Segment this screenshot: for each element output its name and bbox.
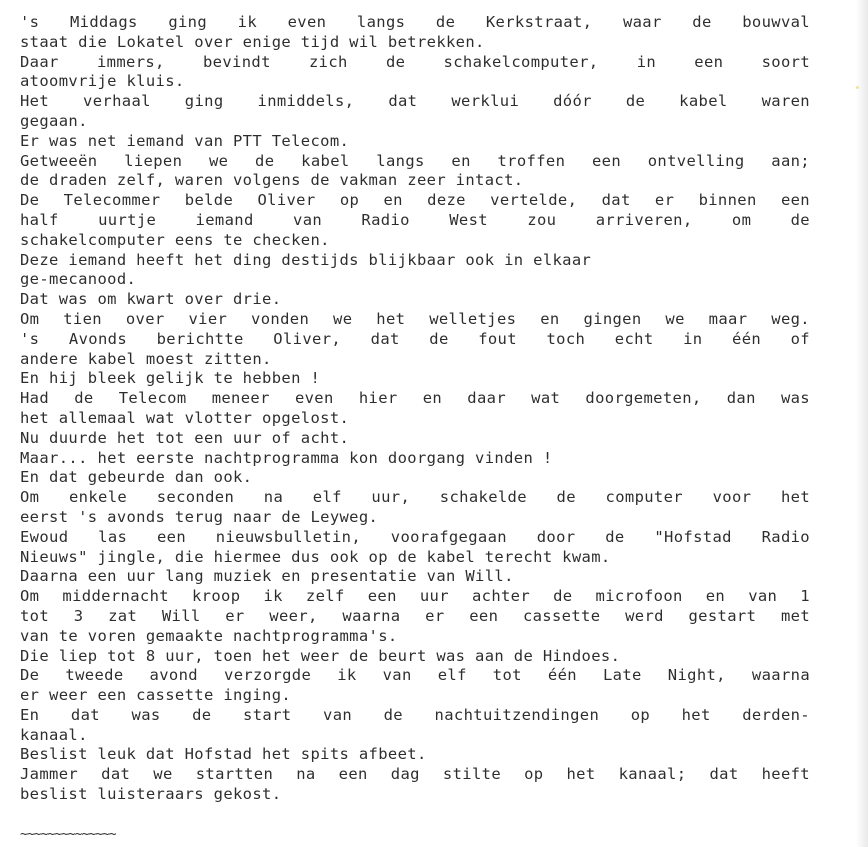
- text-line: Om enkele seconden na elf uur, schakelde de computer voor het: [20, 488, 810, 507]
- text-line: het allemaal wat vlotter opgelost.: [20, 408, 350, 427]
- text-line: tot 3 zat Will er weer, waarna er een cassette werd gestart met: [20, 606, 810, 625]
- text-line: Daarna een uur lang muziek en presentatie van Will.: [20, 567, 514, 586]
- text-line: Daar immers, bevindt zich de schakelcomputer, in een soort: [20, 52, 810, 71]
- scan-speck: [856, 86, 859, 89]
- text-line: Beslist leuk dat Hofstad het spits afbeet.: [20, 745, 427, 764]
- text-line: de draden zelf, waren volgens de vakman zeer intact.: [20, 171, 524, 190]
- text-line: Om tien over vier vonden we het welletjes en gingen we maar weg.: [20, 309, 810, 328]
- text-line: En hij bleek gelijk te hebben !: [20, 369, 321, 388]
- text-line: van te voren gemaakte nachtprogramma's.: [20, 626, 398, 645]
- text-line: Ewoud las een nieuwsbulletin, voorafgegaan door de "Hofstad Radio: [20, 527, 810, 546]
- text-line: kanaal.: [20, 725, 88, 744]
- text-line: En dat gebeurde dan ook.: [20, 468, 253, 487]
- text-line: Jammer dat we startten na een dag stilte op het kanaal; dat heeft: [20, 765, 810, 784]
- text-line: 's Avonds berichtte Oliver, dat de fout toch echt in één of: [20, 329, 810, 348]
- text-line: eerst 's avonds terug naar de Leyweg.: [20, 507, 379, 526]
- text-line: er weer een cassette inging.: [20, 686, 292, 705]
- text-line: Om middernacht kroop ik zelf een uur achter de microfoon en van 1: [20, 587, 810, 606]
- text-line: Nu duurde het tot een uur of acht.: [20, 428, 350, 447]
- text-line: beslist luisteraars gekost.: [20, 785, 282, 804]
- text-line: Die liep tot 8 uur, toen het weer de beurt was aan de Hindoes.: [20, 646, 621, 665]
- text-line: Het verhaal ging inmiddels, dat werklui dóór de kabel waren: [20, 92, 810, 111]
- text-line: gegaan.: [20, 111, 88, 130]
- text-line: Getweeën liepen we de kabel langs en troffen een ontvelling aan;: [20, 151, 810, 170]
- separator-line: ~~~~~~~~~~~~~~: [20, 826, 116, 842]
- text-line: Er was net iemand van PTT Telecom.: [20, 131, 350, 150]
- text-line: De Telecommer belde Oliver op en deze vertelde, dat er binnen een: [20, 191, 810, 210]
- text-line: atoomvrije kluis.: [20, 72, 185, 91]
- text-line: half uurtje iemand van Radio West zou arriveren, om de: [20, 210, 810, 229]
- text-line: Dat was om kwart over drie.: [20, 290, 282, 309]
- text-line: De tweede avond verzorgde ik van elf tot één Late Night, waarna: [20, 666, 810, 685]
- text-line: Maar... het eerste nachtprogramma kon doorgang vinden !: [20, 448, 553, 467]
- text-line: Nieuws" jingle, die hiermee dus ook op de kabel terecht kwam.: [20, 547, 611, 566]
- text-line: 's Middags ging ik even langs de Kerkstraat, waar de bouwval: [20, 13, 810, 31]
- text-line: Deze iemand heeft het ding destijds blijkbaar ook in elkaar: [20, 250, 592, 269]
- scan-edge-shadow: [856, 0, 868, 847]
- text-line: andere kabel moest zitten.: [20, 349, 272, 368]
- text-line: Had de Telecom meneer even hier en daar wat doorgemeten, dan was: [20, 389, 810, 408]
- text-line: [20, 805, 810, 825]
- text-line: En dat was de start van de nachtuitzendingen op het derden-: [20, 705, 810, 724]
- text-line: schakelcomputer eens te checken.: [20, 230, 330, 249]
- text-line: ge-mecanood.: [20, 270, 137, 289]
- article-text: [20, 13, 810, 844]
- text-line: staat die Lokatel over enige tijd wil betrekken.: [20, 32, 485, 51]
